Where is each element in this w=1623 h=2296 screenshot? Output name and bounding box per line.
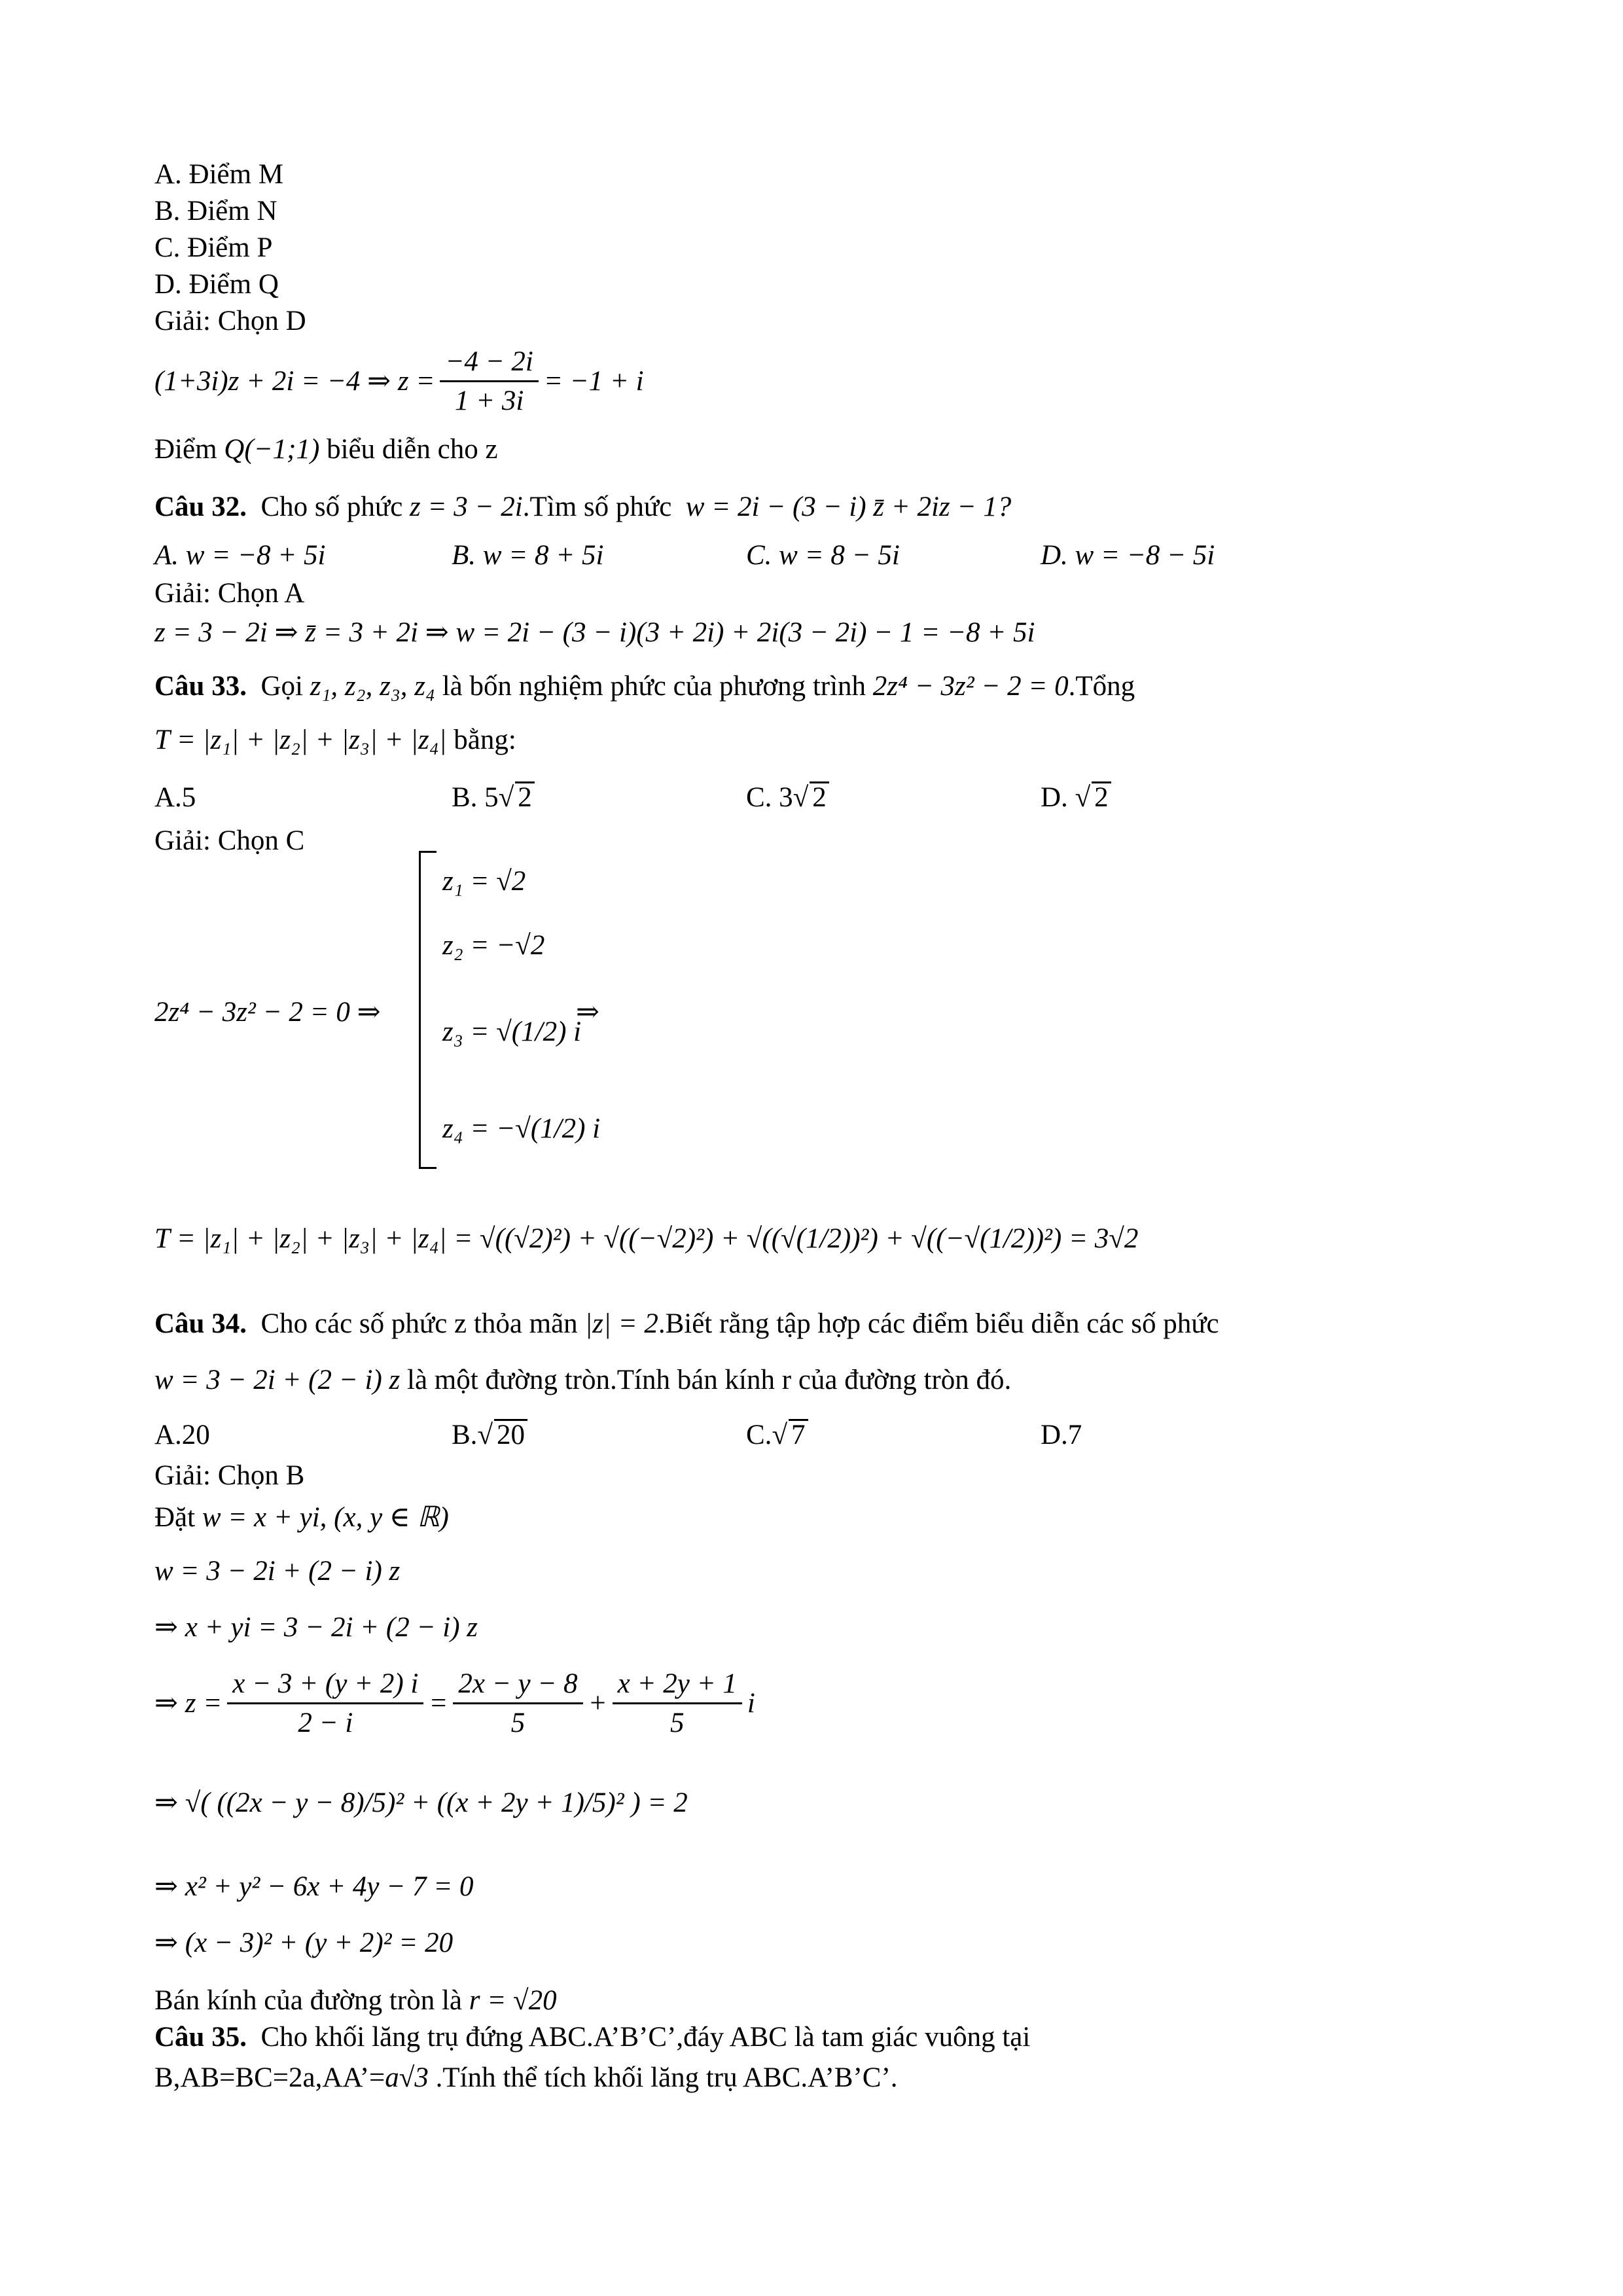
q33-sum: T = |z₁| + |z₂| + |z₃| + |z₄| — [154, 725, 447, 755]
q34-step3-lhs: ⇒ z = — [154, 1688, 223, 1719]
q34-option-c-radicand: 7 — [789, 1419, 808, 1449]
q33-option-c-label: C. 3 — [746, 782, 793, 813]
q32-expr-w: w = 2i − (3 − i) z̄ + 2iz − 1? — [685, 492, 1012, 522]
q33-option-b-label: B. 5 — [452, 782, 499, 813]
q32-solution: z = 3 − 2i ⇒ z̄ = 3 + 2i ⇒ w = 2i − (3 − i)(3 + 2i) + 2i(3 − 2i) − 1 = −8 + 5i — [154, 617, 1035, 648]
q32-option-d: D. w = −8 − 5i — [1041, 540, 1215, 571]
q33-text-c: .Tổng — [1068, 671, 1135, 702]
q34-step5: ⇒ x² + y² − 6x + 4y − 7 = 0 — [154, 1871, 474, 1902]
q33-implies-arrow: ⇒ — [576, 997, 600, 1028]
q31-option-c: C. Điểm P — [154, 232, 273, 263]
q33-option-a: A.5 — [154, 782, 196, 813]
q34-line2-text: là một đường tròn.Tính bán kính r của đường tròn đó. — [407, 1365, 1012, 1395]
q31-solution-equation — [154, 346, 644, 418]
q34-step1: w = 3 − 2i + (2 − i) z — [154, 1556, 401, 1587]
q34-set-prefix: Đặt — [154, 1502, 196, 1533]
q34-step3 — [154, 1668, 755, 1740]
q34-stem-line2 — [154, 1364, 1011, 1396]
q32-answer: Giải: Chọn A — [154, 578, 305, 609]
q34-option-b: B.√ 20 — [452, 1419, 527, 1451]
q34-set-expr: w = x + yi, (x, y ∈ ℝ) — [202, 1502, 449, 1533]
q33-text-d: bằng: — [454, 725, 516, 755]
q35-line2: B,AB=BC=2a,AA’= — [154, 2062, 385, 2093]
q34-stem-line1 — [154, 1308, 1219, 1340]
q31-fraction — [440, 346, 538, 418]
q34-radius-text: Bán kính của đường tròn là — [154, 1985, 462, 2016]
q33-lhs: 2z⁴ − 3z² − 2 = 0 ⇒ — [154, 997, 381, 1028]
q34-step3-f2-num: 2x − y − 8 — [453, 1668, 582, 1704]
q33-option-d-label: D. — [1041, 782, 1068, 813]
q34-step3-f1-num: x − 3 + (y + 2) i — [227, 1668, 423, 1704]
q31-answer: Giải: Chọn D — [154, 306, 306, 336]
q34-step6: ⇒ (x − 3)² + (y + 2)² = 20 — [154, 1928, 454, 1958]
q32-stem — [154, 491, 1011, 523]
q33-case-2: z₂ = −√2 — [442, 930, 545, 961]
q32-option-c: C. w = 8 − 5i — [746, 540, 900, 571]
q31-frac-num: −4 − 2i — [440, 346, 538, 382]
q33-case-1: z₁ = √2 — [442, 866, 526, 897]
q33-option-c: C. 3√ 2 — [746, 781, 829, 814]
q34-option-a: A.20 — [154, 1420, 210, 1450]
q35-label: Câu 35. — [154, 2022, 247, 2053]
q32-text-b: .Tìm số phức — [522, 492, 672, 522]
q34-text-b: .Biết rằng tập hợp các điểm biểu diễn các số phức — [658, 1308, 1219, 1339]
q34-option-b-radicand: 20 — [494, 1419, 527, 1449]
q35-stem-line1 — [154, 2021, 1030, 2053]
q34-set-line — [154, 1501, 449, 1534]
q34-step2: ⇒ x + yi = 3 − 2i + (2 − i) z — [154, 1612, 478, 1643]
q34-text-a: Cho các số phức z thỏa mãn — [260, 1308, 578, 1339]
q31-option-d: D. Điểm Q — [154, 269, 279, 300]
q33-label: Câu 33. — [154, 671, 247, 702]
q34-step3-f3-den: 5 — [669, 1708, 685, 1739]
q35-stem-line2 — [154, 2062, 898, 2094]
q31-eq-right: = −1 + i — [543, 366, 644, 397]
q33-option-b: B. 5√ 2 — [452, 781, 535, 814]
q31-point: Q(−1;1) — [224, 434, 320, 465]
q34-step3-plus: + — [588, 1688, 607, 1719]
q32-option-b: B. w = 8 + 5i — [452, 540, 604, 571]
q34-step3-i: i — [747, 1688, 755, 1719]
q33-option-c-radicand: 2 — [810, 781, 829, 812]
q31-point-suffix: biểu diễn cho z — [327, 434, 498, 465]
q33-final: T = |z₁| + |z₂| + |z₃| + |z₄| = √((√2)²) + √((−√2)²) + √((√(1/2))²) + √((−√(1/2))²) = 3√2 — [154, 1223, 1139, 1254]
q31-point-line — [154, 433, 498, 465]
q33-text-b: là bốn nghiệm phức của phương trình — [442, 671, 866, 702]
q33-case-bracket — [419, 851, 437, 1169]
q35-line2-expr: a√3 — [385, 2062, 429, 2093]
q35-line2-end: .Tính thể tích khối lăng trụ ABC.A’B’C’. — [435, 2062, 898, 2093]
q32-text-a: Cho số phức — [260, 492, 403, 522]
q33-roots: z₁, z₂, z₃, z₄ — [310, 671, 435, 702]
q33-case-4: z₄ = −√(1/2) i — [442, 1113, 601, 1144]
q31-option-a: A. Điểm M — [154, 159, 284, 190]
q34-option-b-label: B. — [452, 1420, 478, 1450]
q31-frac-den: 1 + 3i — [454, 386, 524, 417]
q34-radius-expr: r = √20 — [469, 1985, 557, 2016]
q33-equation: 2z⁴ − 3z² − 2 = 0 — [872, 671, 1069, 702]
q32-option-a: A. w = −8 + 5i — [154, 540, 326, 571]
q34-step3-frac3 — [613, 1668, 742, 1740]
q34-answer: Giải: Chọn B — [154, 1460, 305, 1491]
q33-option-d-radicand: 2 — [1092, 781, 1111, 812]
q35-text-a: Cho khối lăng trụ đứng ABC.A’B’C’,đáy ABC là tam giác vuông tại — [260, 2022, 1031, 2053]
q34-step3-frac1 — [227, 1668, 423, 1740]
q34-step3-f2-den: 5 — [510, 1708, 526, 1739]
q33-option-b-radicand: 2 — [515, 781, 535, 812]
q34-step3-eq: = — [429, 1688, 448, 1719]
q34-step4: ⇒ √( ((2x − y − 8)/5)² + ((x + 2y + 1)/5)² ) = 2 — [154, 1787, 688, 1818]
q34-step3-f1-den: 2 − i — [298, 1708, 353, 1739]
q34-label: Câu 34. — [154, 1308, 247, 1339]
q33-text-a: Gọi — [260, 671, 303, 702]
q31-eq-left: (1+3i)z + 2i = −4 ⇒ z = — [154, 366, 435, 397]
q34-option-c-label: C. — [746, 1420, 772, 1450]
q33-case-3: z₃ = √(1/2) i — [442, 1016, 582, 1047]
q31-option-b: B. Điểm N — [154, 196, 277, 226]
q33-option-d: D. √ 2 — [1041, 781, 1111, 814]
q34-cond: |z| = 2 — [584, 1308, 658, 1339]
q33-stem-line1 — [154, 670, 1135, 702]
q33-stem-line2 — [154, 724, 516, 756]
q34-step3-f3-num: x + 2y + 1 — [613, 1668, 742, 1704]
q34-option-c: C.√ 7 — [746, 1419, 808, 1451]
q34-step3-frac2 — [453, 1668, 582, 1740]
q31-point-prefix: Điểm — [154, 434, 217, 465]
q32-label: Câu 32. — [154, 492, 247, 522]
q33-answer: Giải: Chọn C — [154, 825, 305, 856]
q34-line2-expr: w = 3 − 2i + (2 − i) z — [154, 1365, 401, 1395]
q34-option-d: D.7 — [1041, 1420, 1082, 1450]
q32-expr-z: z = 3 − 2i — [410, 492, 523, 522]
q34-radius-line — [154, 1984, 557, 2017]
